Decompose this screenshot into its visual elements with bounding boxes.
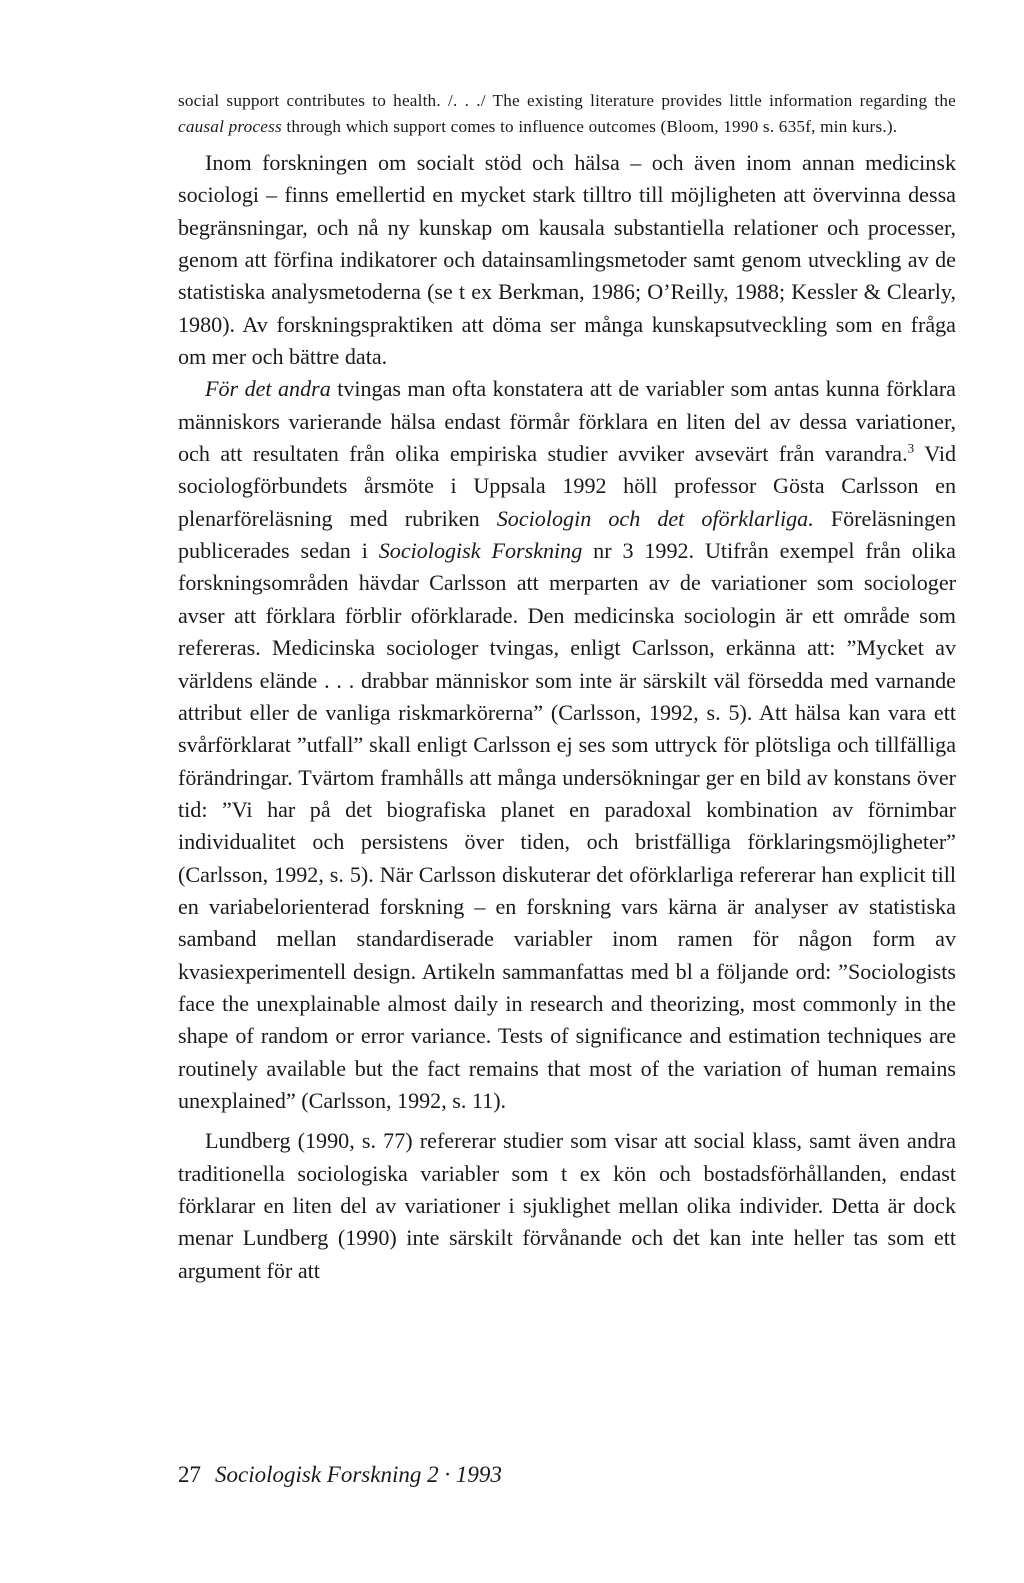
page-number: 27 <box>178 1462 201 1487</box>
lecture-title: Sociologin och det oförklarliga. <box>496 505 814 531</box>
journal-name: Sociologisk Forskning <box>378 538 583 564</box>
block-quote <box>178 88 956 139</box>
quote-emphasis: causal process <box>178 116 282 136</box>
paragraph-2-text-2: Vid sociologförbundets årsmöte i Uppsala 1992 höll professor Gösta Carlsson en plenarföreläsning med rubriken <box>178 441 957 531</box>
quote-text-1: social support contributes to health. /. . ./ The existing literature provides little information regarding the <box>178 91 956 110</box>
paragraph-2-text-1: tvingas man ofta konstatera att de variabler som antas kunna förklara människors varierande hälsa endast förmår förklara en liten del av dessa variationer, och att resultaten från olika empiriska studier avviker avsevärt från varandra. <box>178 376 956 467</box>
paragraph-1: Inom forskningen om socialt stöd och hälsa – och även inom annan medicinsk sociologi – finns emellertid en mycket stark tilltro till möjligheten att övervinna dessa begränsningar, och nå ny kunskap om kausala substantiella relationer och processer, genom att förfina indikatorer och datainsamlingsmetoder samt genom utveckling av de statistiska analysmetoderna (se t ex Berkman, 1986; O’Reilly, 1988; Kessler & Clearly, 1980). Av forskningspraktiken att döma ser många kunskapsutveckling som en fråga om mer och bättre data. <box>178 150 956 370</box>
paragraph-2-text-3: Föreläsningen publicerades sedan i <box>178 505 956 564</box>
paragraph-2-text-4: nr 3 1992. Utifrån exempel från olika forskningsområden hävdar Carlsson att merparten av de variationer som sociologer avser att förklara förblir oförklarade. Den medicinska sociologin är ett område som refereras. Medicinska sociologer tvingas, enligt Carlsson, erkänna att: ”Mycket av världens elände . . . drabbar människor som inte är särskilt väl försedda med varnande attribut eller de vanliga riskmarkörerna” (Carlsson, 1992, s. 5). Att hälsa kan vara ett svårförklarat ”utfall” skall enligt Carlsson ej ses som uttryck för plötsliga och tillfälliga förändringar. Tvärtom framhålls att många undersökningar ger en bild av konstans över tid: ”Vi har på det biografiska planet en paradoxal kombination av förnimbar individualitet och persistens över tiden, och bristfälliga förklaringsmöjligheter” (Carlsson, 1992, s. 5). När Carlsson diskuterar det oförklarliga refererar han explicit till en variabelorienterad forskning – en forskning vars kärna är analyser av statistiska samband mellan standardiserade variabler inom ramen för någon form av kvasiexperimentell design. Artikeln sammanfattas med bl a följande ord: ”Sociologists face the unexplainable almost daily in research and theorizing, most commonly in the shape of random or error variance. Tests of significance and estimation techniques are routinely available but the fact remains that most of the variation of human remains unexplained” (Carlsson, 1992, s. 11). <box>178 538 956 1113</box>
paragraph-2-emphasis-1: För det andra <box>205 376 331 402</box>
body-text <box>178 147 956 1287</box>
quote-text-2: through which support comes to influence outcomes (Bloom, 1990 s. 635f, min kurs.). <box>281 116 898 136</box>
journal-citation: Sociologisk Forskning 2 · 1993 <box>215 1462 502 1487</box>
page-footer <box>178 1462 502 1488</box>
paragraph-3: Lundberg (1990, s. 77) refererar studier som visar att social klass, samt även andra traditionella sociologiska variabler som t ex kön och bostadsförhållanden, endast förklarar en liten del av variationer i sjuklighet mellan olika individer. Detta är dock menar Lundberg (1990) inte särskilt förvånande och det kan inte heller tas som ett argument för att <box>178 1128 956 1283</box>
footnote-reference: 3 <box>907 440 915 456</box>
paragraph-2 <box>178 373 956 1117</box>
page-content <box>178 88 956 1287</box>
